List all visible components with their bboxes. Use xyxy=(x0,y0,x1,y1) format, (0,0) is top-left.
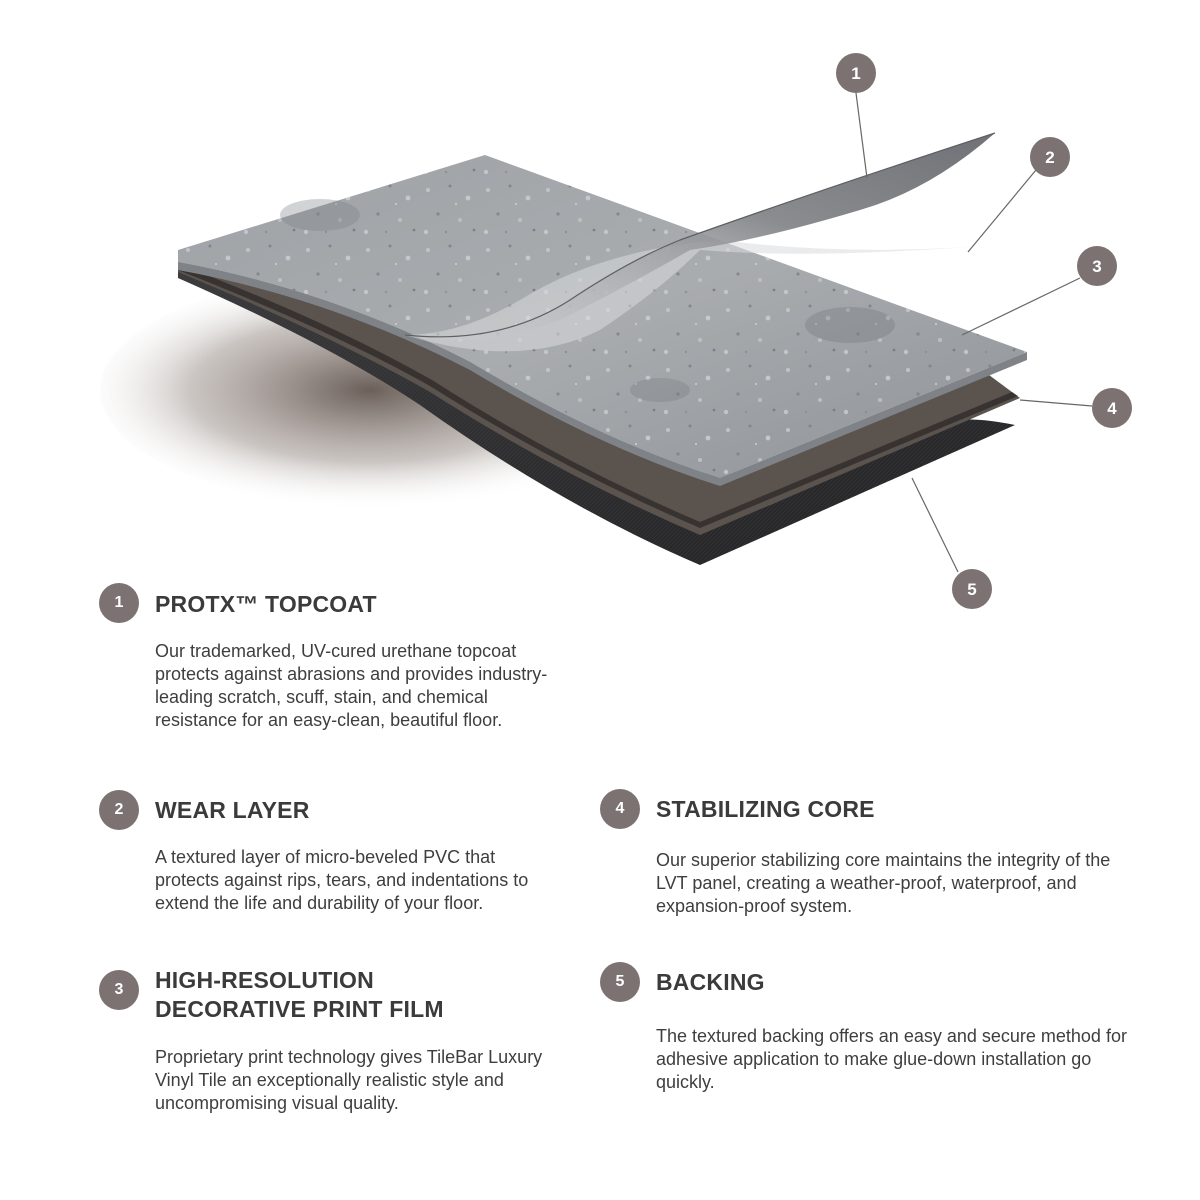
svg-text:5: 5 xyxy=(967,580,977,599)
layer-3-description: Proprietary print technology gives TileBar Luxury Vinyl Tile an exceptionally realistic style and uncompromising visual quality. xyxy=(155,1047,543,1113)
svg-text:3: 3 xyxy=(1092,257,1102,276)
layer-2-description: A textured layer of micro-beveled PVC that protects against rips, tears, and indentations to extend the life and durability of your floor. xyxy=(155,847,529,913)
layer-1-badge: 1 xyxy=(99,583,139,623)
layer-1-title: PROTX™ TOPCOAT xyxy=(155,591,377,617)
layer-2-title: WEAR LAYER xyxy=(155,797,310,823)
layer-5-title: BACKING xyxy=(656,969,765,995)
layer-1-description: Our trademarked, UV-cured urethane topcoat protects against abrasions and provides industry-leading scratch, scuff, stain, and chemical resistance for an easy-clean, beautiful floor. xyxy=(155,641,548,730)
callout-1 xyxy=(836,53,876,93)
callout-3 xyxy=(1077,246,1117,286)
svg-text:2: 2 xyxy=(1045,148,1055,167)
callout-4 xyxy=(1092,388,1132,428)
svg-text:1: 1 xyxy=(851,64,861,83)
layer-4-badge: 4 xyxy=(600,789,640,829)
layer-3-badge: 3 xyxy=(99,970,139,1010)
layer-2-badge: 2 xyxy=(99,790,139,830)
layer-4-description: Our superior stabilizing core maintains the integrity of the LVT panel, creating a weather-proof, waterproof, and expansion-proof system. xyxy=(656,850,1111,916)
layer-3-title: HIGH-RESOLUTION DECORATIVE PRINT FILM xyxy=(155,967,444,1022)
callout-2 xyxy=(1030,137,1070,177)
layer-4-title: STABILIZING CORE xyxy=(656,796,875,822)
layer-5-badge: 5 xyxy=(600,962,640,1002)
svg-text:4: 4 xyxy=(1107,399,1117,418)
callout-5 xyxy=(952,569,992,609)
layer-5-description: The textured backing offers an easy and secure method for adhesive application to make glue-down installation go quickly. xyxy=(656,1026,1127,1092)
